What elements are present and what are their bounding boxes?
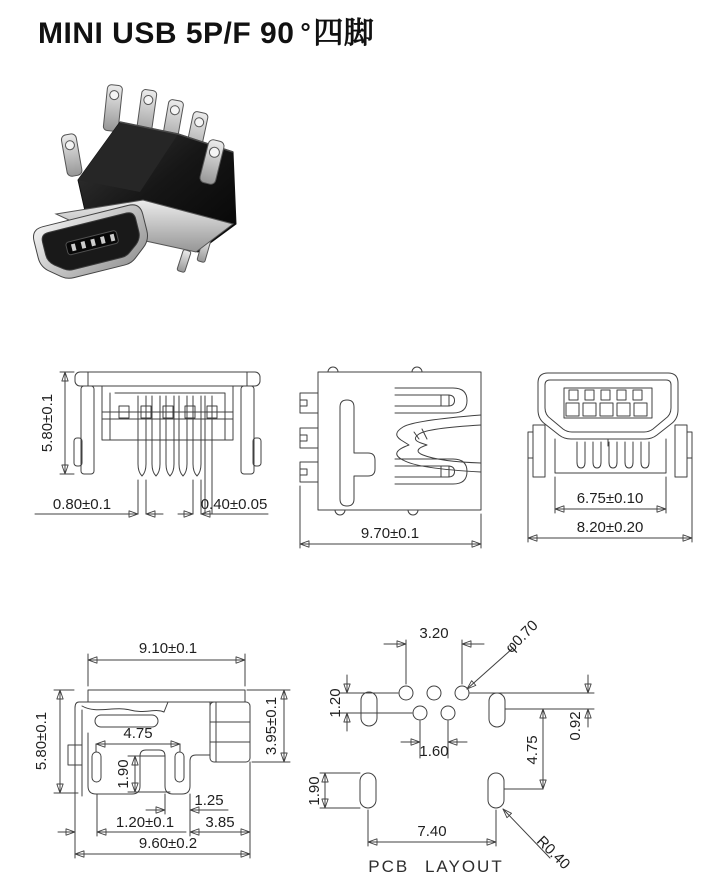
dim-pcb-hole-pitch: 1.60	[419, 743, 449, 760]
dim-front-overall-width: 8.20±0.20	[576, 519, 644, 536]
dim-top-width: 9.70±0.1	[360, 525, 420, 542]
title-latin: MINI USB 5P/F 90	[38, 17, 295, 50]
dim-side-top-width: 9.10±0.1	[138, 640, 198, 657]
pcb-hole	[441, 706, 455, 720]
pcb-pad	[488, 773, 504, 808]
dim-side-right-height: 3.95±0.1	[263, 696, 280, 756]
dim-side-leg-width: 1.20±0.1	[115, 814, 175, 831]
photo-mount-ear-left	[61, 133, 83, 177]
photo-shell-face	[31, 202, 153, 284]
pcb-hole	[427, 686, 441, 700]
dim-side-overall-width: 9.60±0.2	[138, 835, 198, 852]
dim-rear-pin-thickness: 0.40±0.05	[200, 496, 268, 513]
dim-side-slot-height: 1.90	[115, 759, 132, 789]
dim-rear-height: 5.80±0.1	[39, 393, 56, 453]
dim-pcb-pad-height: 1.90	[306, 776, 323, 806]
pcb-hole	[413, 706, 427, 720]
dim-side-height: 5.80±0.1	[33, 711, 50, 771]
dim-pcb-pad-radius: R0.40	[533, 832, 574, 873]
pcb-layout-drawing	[298, 610, 610, 882]
front-view-dimensions	[528, 458, 692, 542]
side-view-shape	[68, 690, 250, 858]
dim-pcb-pad-span: 7.40	[417, 823, 447, 840]
dim-side-foot-width: 1.25	[194, 792, 224, 809]
front-view-drawing	[518, 362, 713, 547]
dim-side-foot-pitch: 4.75	[123, 725, 153, 742]
dim-front-body-width: 6.75±0.10	[576, 490, 644, 507]
pcb-hole	[399, 686, 413, 700]
top-view-dimensions	[300, 486, 481, 548]
rear-view-shape	[74, 372, 261, 514]
page-title	[38, 8, 374, 52]
side-view-dimensions	[33, 640, 290, 858]
dim-rear-pin-width: 0.80±0.1	[52, 496, 112, 513]
front-view-shape	[528, 373, 692, 477]
pcb-pad	[360, 773, 376, 808]
product-photo	[28, 82, 268, 302]
title-degree-symbol: °	[300, 17, 312, 47]
dim-side-right-span: 3.85	[205, 814, 235, 831]
title-cjk: 四脚	[313, 17, 375, 50]
pcb-hole	[455, 686, 469, 700]
pcb-pad	[361, 692, 377, 726]
pcb-dimensions	[306, 617, 594, 873]
pcb-holes	[399, 686, 469, 720]
top-view-drawing	[283, 362, 498, 557]
dim-pcb-row-offset: 1.20	[327, 688, 344, 718]
dim-pcb-pad-drop: 4.75	[524, 735, 541, 765]
dim-pcb-pad-offset: 0.92	[567, 711, 584, 741]
pcb-pad	[489, 693, 505, 727]
rear-view-drawing	[30, 362, 270, 537]
side-view-drawing	[28, 636, 296, 864]
dim-pcb-hole-diameter: φ0.70	[502, 617, 542, 657]
dim-pcb-hole-span: 3.20	[419, 625, 449, 642]
pcb-layout-label: PCB LAYOUT	[368, 857, 504, 876]
top-view-shape	[300, 367, 481, 515]
